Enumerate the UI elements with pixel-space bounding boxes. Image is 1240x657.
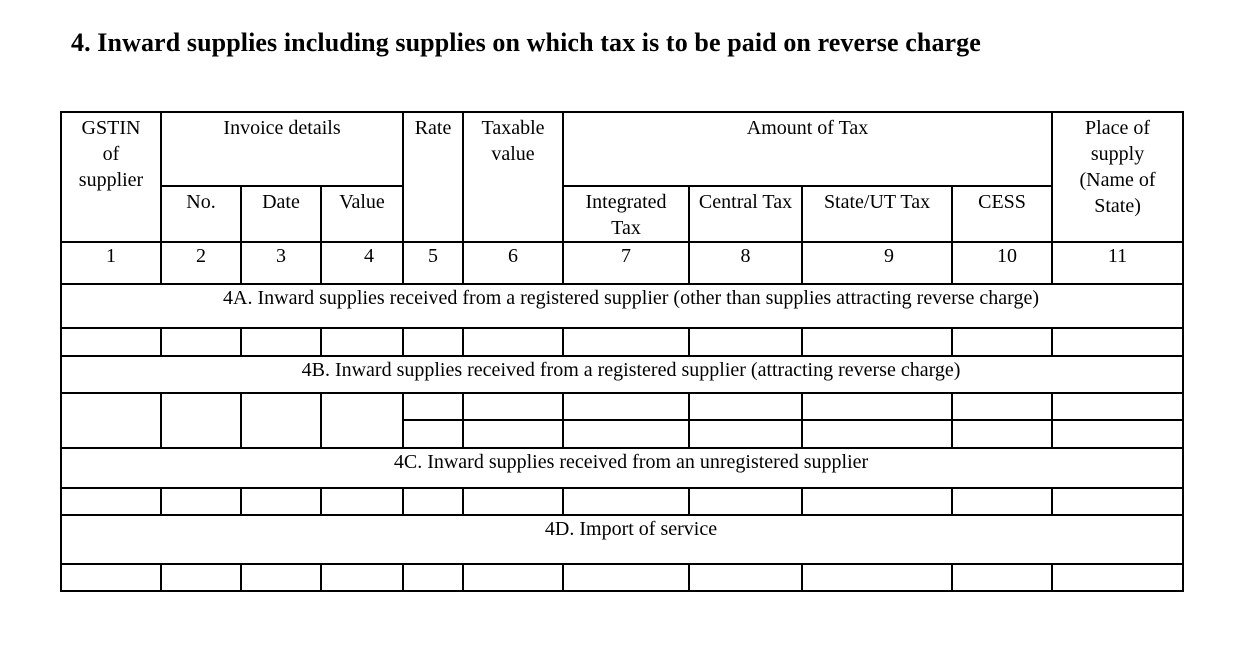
- invoice-value-cell[interactable]: [321, 393, 403, 448]
- invoice-date-cell[interactable]: [241, 328, 321, 356]
- header-text: Integrated: [585, 191, 667, 213]
- column-number: 2: [161, 242, 241, 284]
- column-number: 10: [952, 242, 1052, 284]
- invoice-no-cell[interactable]: [161, 393, 241, 448]
- inward-supplies-table: [60, 111, 1184, 592]
- section-4d-entry-row: [61, 564, 1183, 591]
- cess-cell[interactable]: [952, 564, 1052, 591]
- header-invoice-no: No.: [161, 186, 241, 242]
- section-4a-entry-row: [61, 328, 1183, 356]
- central-tax-cell[interactable]: [689, 328, 802, 356]
- header-state-ut-tax: State/UT Tax: [802, 186, 952, 242]
- cess-cell[interactable]: [952, 420, 1052, 448]
- integrated-tax-cell[interactable]: [563, 328, 689, 356]
- place-of-supply-cell[interactable]: [1052, 328, 1183, 356]
- state-ut-tax-cell[interactable]: [802, 488, 952, 515]
- taxable-value-cell[interactable]: [463, 328, 563, 356]
- invoice-no-cell[interactable]: [161, 488, 241, 515]
- invoice-value-cell[interactable]: [321, 488, 403, 515]
- header-text: of: [102, 143, 120, 165]
- taxable-value-cell[interactable]: [463, 420, 563, 448]
- header-invoice-date: Date: [241, 186, 321, 242]
- integrated-tax-cell[interactable]: [563, 488, 689, 515]
- rate-cell[interactable]: [403, 420, 463, 448]
- place-of-supply-cell[interactable]: [1052, 564, 1183, 591]
- rate-cell[interactable]: [403, 488, 463, 515]
- integrated-tax-cell[interactable]: [563, 420, 689, 448]
- column-number: 7: [563, 242, 689, 284]
- rate-cell[interactable]: [403, 564, 463, 591]
- header-gstin: [61, 112, 161, 242]
- section-title: 4. Inward supplies including supplies on which tax is to be paid on reverse charge: [71, 28, 981, 57]
- central-tax-cell[interactable]: [689, 420, 802, 448]
- header-amount-of-tax: Amount of Tax: [563, 112, 1052, 186]
- integrated-tax-cell[interactable]: [563, 393, 689, 420]
- rate-cell[interactable]: [403, 328, 463, 356]
- header-integrated-tax: [563, 186, 689, 242]
- cess-cell[interactable]: [952, 393, 1052, 420]
- header-text: State): [1094, 195, 1141, 217]
- header-text: Place of: [1085, 117, 1151, 139]
- taxable-value-cell[interactable]: [463, 488, 563, 515]
- header-invoice-details: Invoice details: [161, 112, 403, 186]
- section-4c-label: 4C. Inward supplies received from an unregistered supplier: [61, 448, 1183, 488]
- invoice-value-cell[interactable]: [321, 564, 403, 591]
- section-4c-entry-row: [61, 488, 1183, 515]
- header-text: GSTIN: [81, 117, 141, 139]
- central-tax-cell[interactable]: [689, 488, 802, 515]
- gstin-cell[interactable]: [61, 393, 161, 448]
- column-number: 9: [802, 242, 952, 284]
- header-central-tax: Central Tax: [689, 186, 802, 242]
- taxable-value-cell[interactable]: [463, 564, 563, 591]
- integrated-tax-cell[interactable]: [563, 564, 689, 591]
- state-ut-tax-cell[interactable]: [802, 420, 952, 448]
- column-number: 6: [463, 242, 563, 284]
- central-tax-cell[interactable]: [689, 564, 802, 591]
- invoice-no-cell[interactable]: [161, 328, 241, 356]
- header-rate: Rate: [403, 112, 463, 242]
- section-4b-label: 4B. Inward supplies received from a registered supplier (attracting reverse charge): [61, 356, 1183, 393]
- column-number: 11: [1052, 242, 1183, 284]
- header-text: Taxable: [481, 117, 545, 139]
- header-cess: CESS: [952, 186, 1052, 242]
- cess-cell[interactable]: [952, 328, 1052, 356]
- state-ut-tax-cell[interactable]: [802, 564, 952, 591]
- header-text: (Name of: [1079, 169, 1156, 191]
- column-number: 4: [321, 242, 403, 284]
- gstin-cell[interactable]: [61, 328, 161, 356]
- header-text: value: [491, 143, 535, 165]
- column-number: 5: [403, 242, 463, 284]
- gstin-cell[interactable]: [61, 564, 161, 591]
- invoice-value-cell[interactable]: [321, 328, 403, 356]
- invoice-date-cell[interactable]: [241, 488, 321, 515]
- header-text: supplier: [78, 169, 144, 191]
- header-place-of-supply: [1052, 112, 1183, 242]
- gstin-cell[interactable]: [61, 488, 161, 515]
- header-text: Tax: [611, 217, 641, 239]
- place-of-supply-cell[interactable]: [1052, 420, 1183, 448]
- column-number-row: [61, 242, 1183, 284]
- column-number: 1: [61, 242, 161, 284]
- invoice-no-cell[interactable]: [161, 564, 241, 591]
- place-of-supply-cell[interactable]: [1052, 488, 1183, 515]
- cess-cell[interactable]: [952, 488, 1052, 515]
- state-ut-tax-cell[interactable]: [802, 328, 952, 356]
- taxable-value-cell[interactable]: [463, 393, 563, 420]
- rate-cell[interactable]: [403, 393, 463, 420]
- section-4b-entry-row: [61, 393, 1183, 420]
- section-4d-label: 4D. Import of service: [61, 515, 1183, 564]
- section-4a-label: 4A. Inward supplies received from a registered supplier (other than supplies attracting reverse charge): [61, 284, 1183, 328]
- invoice-date-cell[interactable]: [241, 393, 321, 448]
- state-ut-tax-cell[interactable]: [802, 393, 952, 420]
- header-invoice-value: Value: [321, 186, 403, 242]
- central-tax-cell[interactable]: [689, 393, 802, 420]
- column-number: 8: [689, 242, 802, 284]
- column-number: 3: [241, 242, 321, 284]
- place-of-supply-cell[interactable]: [1052, 393, 1183, 420]
- header-text: supply: [1090, 143, 1145, 165]
- header-taxable-value: [463, 112, 563, 242]
- invoice-date-cell[interactable]: [241, 564, 321, 591]
